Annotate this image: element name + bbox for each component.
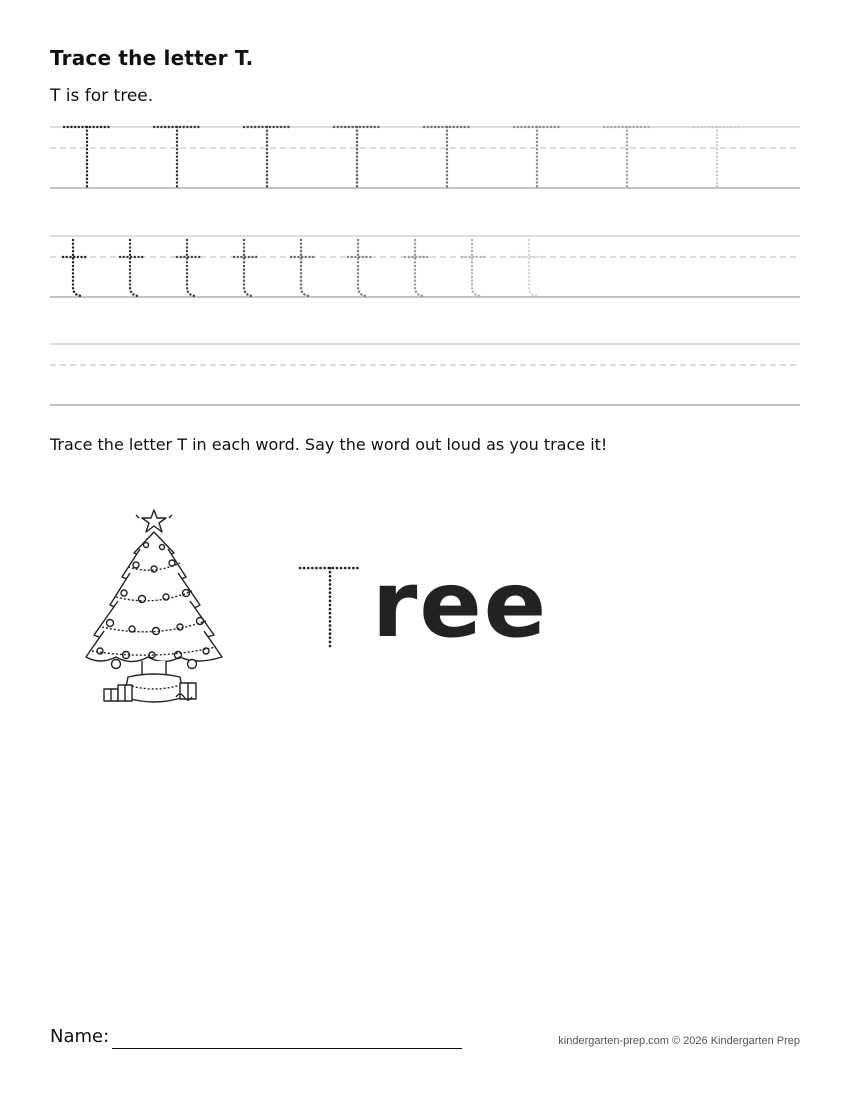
dotted-letter[interactable] [424, 127, 470, 187]
dotted-letter[interactable] [694, 127, 740, 187]
guide-lines-row-3[interactable] [50, 344, 800, 405]
dotted-letter[interactable] [291, 240, 314, 296]
dotted-letter[interactable] [244, 127, 290, 187]
dotted-letter[interactable] [177, 240, 200, 296]
dotted-letter[interactable] [154, 127, 200, 187]
word-remainder: ree [372, 551, 549, 658]
guide-lines-row-1 [50, 127, 800, 188]
dotted-letter[interactable] [120, 240, 143, 296]
name-label: Name: [50, 1026, 110, 1047]
guide-lines-row-2 [50, 236, 800, 297]
name-input-line[interactable] [112, 1048, 462, 1049]
dotted-letter[interactable] [604, 127, 650, 187]
word-instruction: Trace the letter T in each word. Say the word out loud as you trace it! [50, 435, 608, 454]
footer-credit: kindergarten-prep.com © 2026 Kindergarten Prep [558, 1035, 800, 1047]
christmas-tree-icon [80, 505, 230, 710]
page-title: Trace the letter T. [50, 46, 254, 70]
dotted-letter[interactable] [405, 240, 428, 296]
dotted-letter[interactable] [348, 240, 371, 296]
dotted-letter[interactable] [64, 127, 110, 187]
dotted-letter[interactable] [462, 240, 485, 296]
dotted-letter[interactable] [519, 240, 542, 296]
dotted-letter[interactable] [234, 240, 257, 296]
uppercase-t-tracing-row[interactable] [64, 127, 740, 187]
word-tracing-tree[interactable] [290, 551, 550, 665]
dotted-letter[interactable] [514, 127, 560, 187]
dotted-capital-t[interactable] [290, 555, 370, 655]
dotted-letter[interactable] [63, 240, 86, 296]
tracing-practice-area [0, 0, 850, 420]
lowercase-t-tracing-row[interactable] [63, 240, 542, 296]
page-subtitle: T is for tree. [50, 86, 154, 106]
dotted-letter[interactable] [334, 127, 380, 187]
